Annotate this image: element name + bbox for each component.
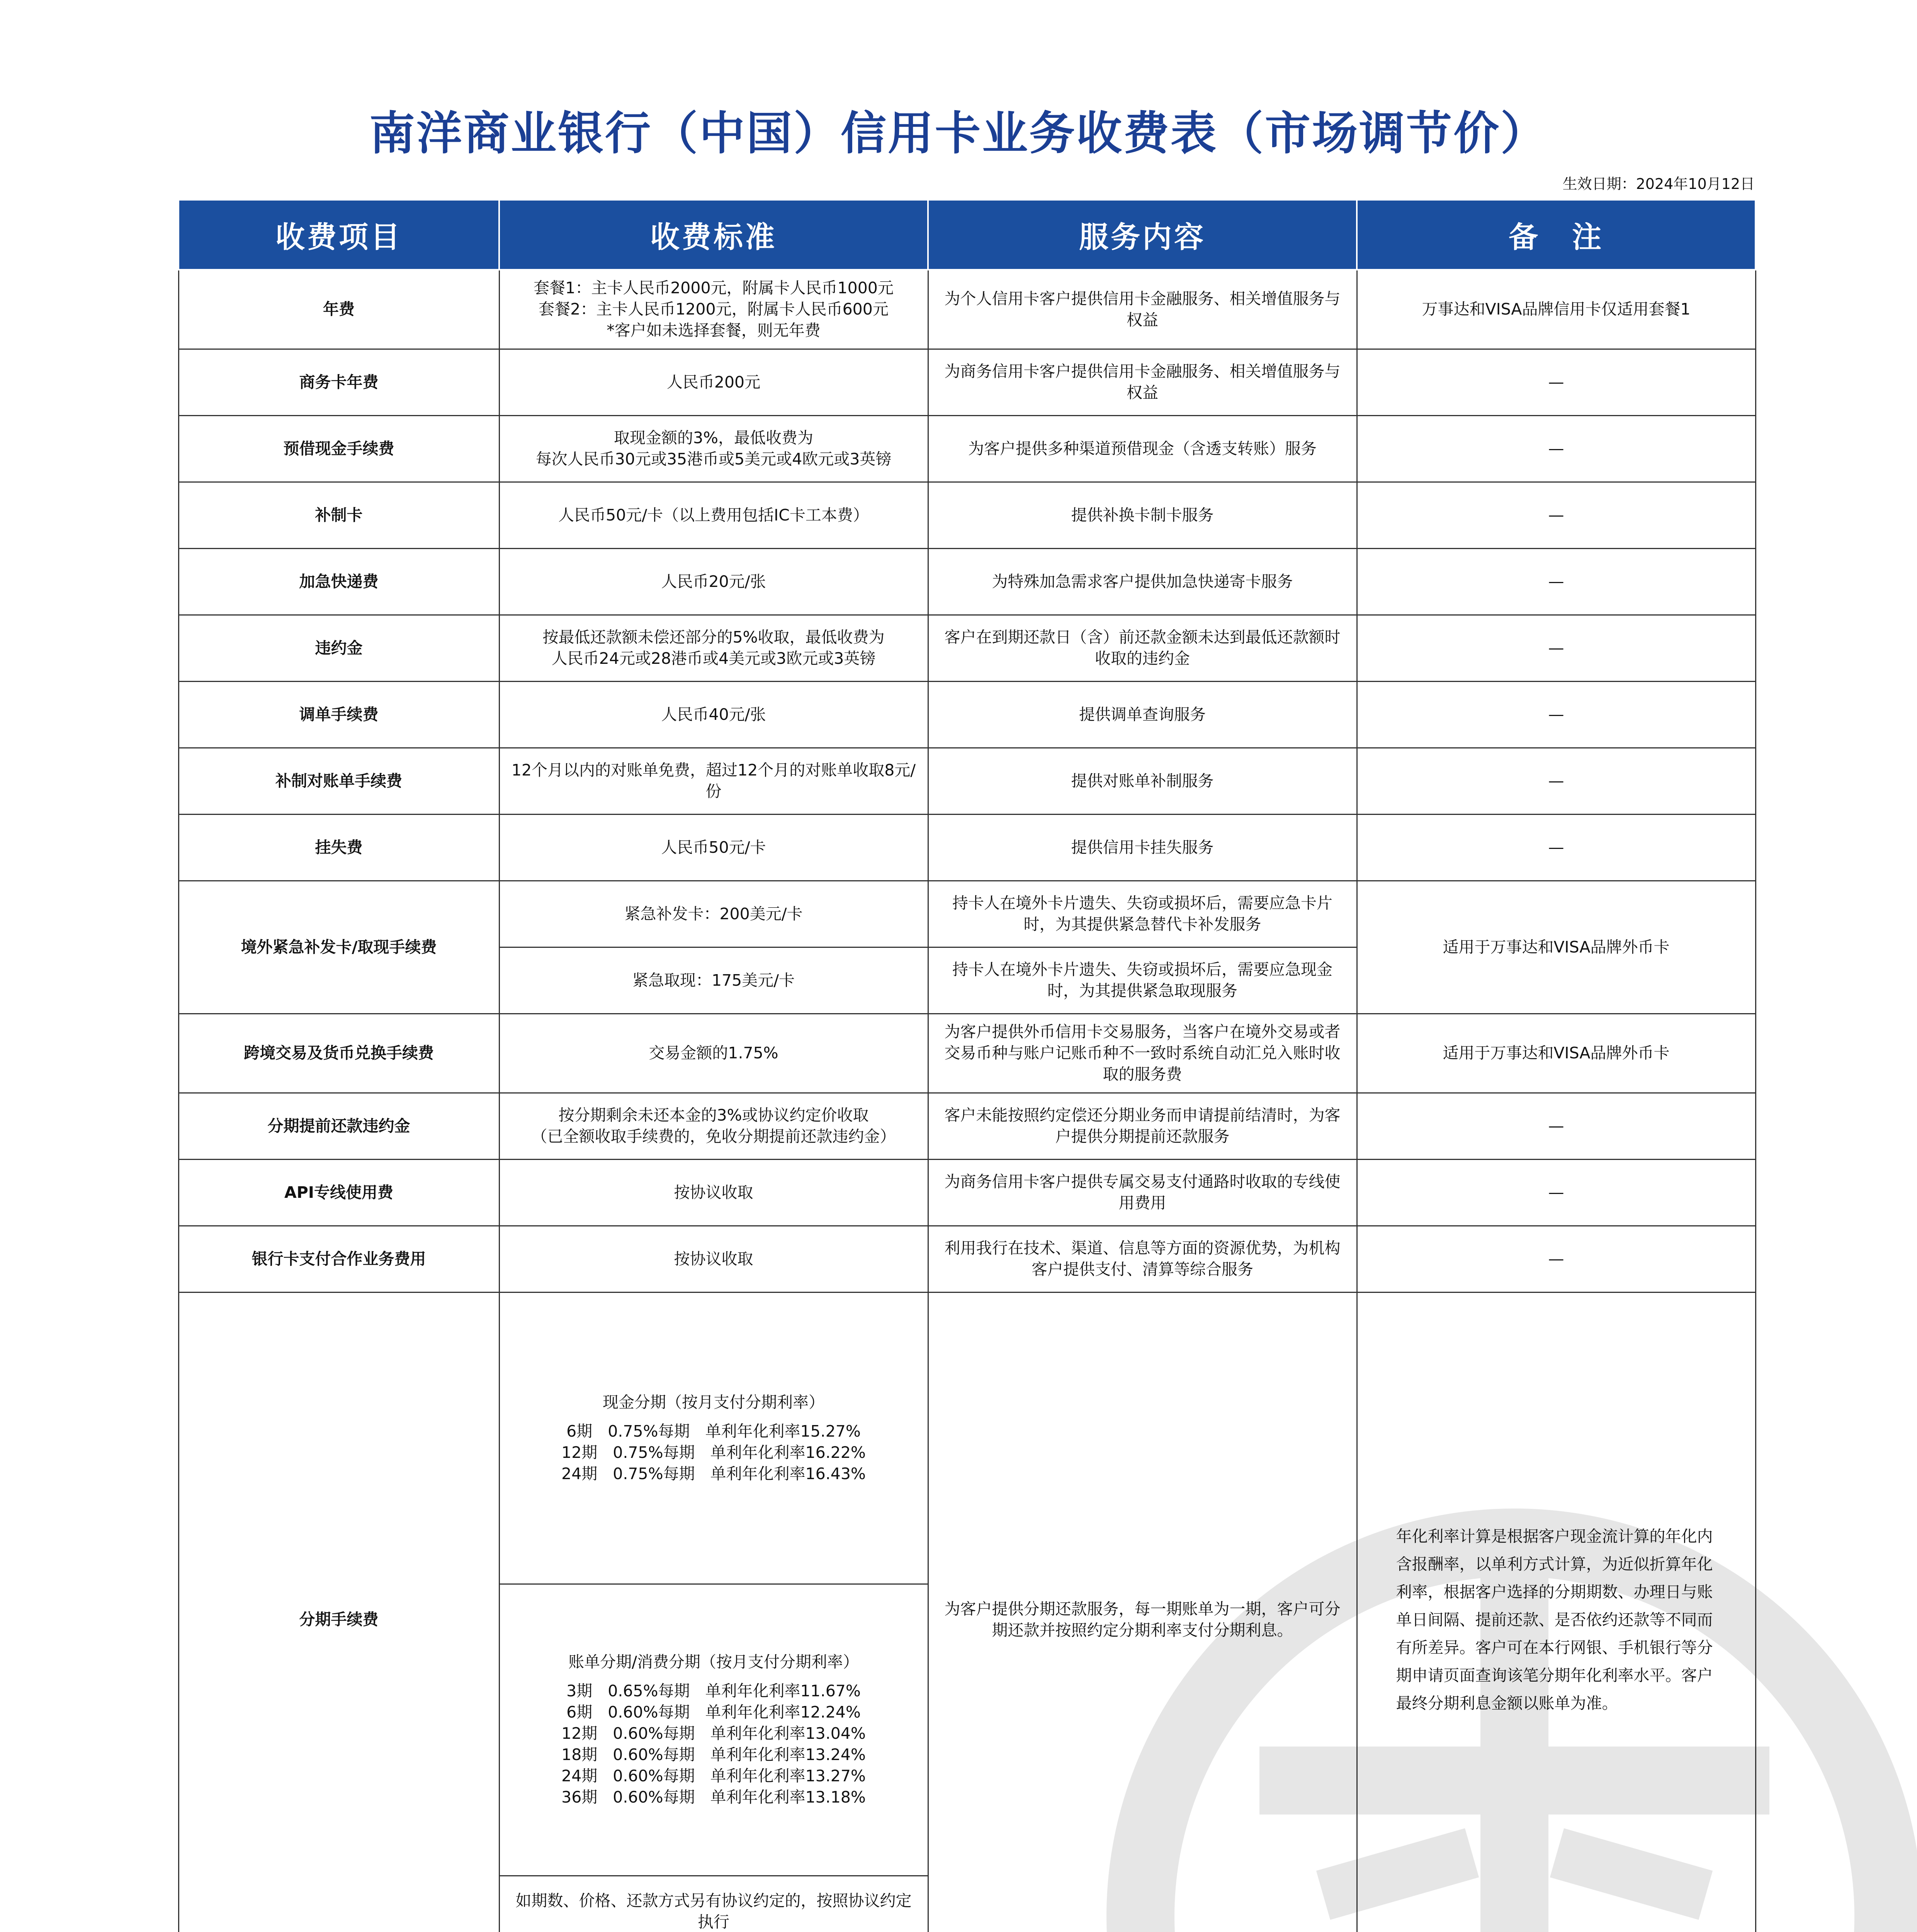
fee-item: 加急快递费 [178,548,499,615]
fee-service: 为商务信用卡客户提供专属交易支付通路时收取的专线使用费用 [928,1159,1357,1226]
fee-standard: 按分期剩余未还本金的3%或协议约定价收取 （已全额收取手续费的，免收分期提前还款违约金） [499,1093,928,1159]
fee-remark: 适用于万事达和VISA品牌外币卡 [1357,1014,1756,1093]
fee-standard: 紧急取现：175美元/卡 [499,947,928,1014]
fee-remark: 万事达和VISA品牌信用卡仅适用套餐1 [1357,270,1756,349]
fee-item: 挂失费 [178,814,499,881]
fee-service: 为商务信用卡客户提供信用卡金融服务、相关增值服务与权益 [928,349,1357,415]
effective-date: 生效日期：2024年10月12日 [1562,175,1755,192]
rate-value: 0.75%每期 [608,1422,690,1440]
rate-apr: 单利年化利率15.27% [705,1422,861,1440]
fee-standard: 按协议收取 [499,1159,928,1226]
table-row [178,548,1756,615]
rate-term: 12期 [561,1443,598,1462]
rate-term: 36期 [561,1788,598,1806]
bill-installment-title: 账单分期/消费分期（按月支付分期利率） [568,1653,859,1671]
column-header-fee: 收费标准 [499,200,928,270]
rate-apr: 单利年化利率12.24% [705,1703,861,1721]
cash-installment-rates [499,1292,928,1584]
fee-standard: 交易金额的1.75% [499,1014,928,1093]
fee-item: 预借现金手续费 [178,415,499,482]
rate-value: 0.60%每期 [613,1745,695,1764]
rate-term: 24期 [561,1464,598,1483]
fee-service: 利用我行在技术、渠道、信息等方面的资源优势，为机构客户提供支付、清算等综合服务 [928,1226,1357,1292]
rate-term: 18期 [561,1745,598,1764]
table-row [178,814,1756,881]
fee-item: 年费 [178,270,499,349]
fee-service: 为客户提供外币信用卡交易服务，当客户在境外交易或者交易币种与账户记账币种不一致时系统自动汇兑入账时收取的服务费 [928,1014,1357,1093]
table-row [178,415,1756,482]
table-row [178,1292,1756,1584]
rate-line [509,1680,918,1702]
table-row [178,349,1756,415]
fee-standard: 紧急补发卡：200美元/卡 [499,881,928,947]
fee-standard: 人民币200元 [499,349,928,415]
fee-item: 调单手续费 [178,681,499,748]
table-row [178,881,1756,947]
fee-remark: 年化利率计算是根据客户现金流计算的年化内含报酬率，以单利方式计算，为近似折算年化利率，根据客户选择的分期期数、办理日与账单日间隔、提前还款、是否依约还款等不同而有所差异。客户可在本行网银、手机银行等分期申请页面查询该笔分期年化利率水平。客户最终分期利息金额以账单为准。 [1357,1292,1756,1932]
fee-remark: — [1357,548,1756,615]
fee-standard: 人民币50元/卡 [499,814,928,881]
fee-service: 提供调单查询服务 [928,681,1357,748]
fee-service: 提供对账单补制服务 [928,748,1357,814]
fee-item: 跨境交易及货币兑换手续费 [178,1014,499,1093]
fee-item: 商务卡年费 [178,349,499,415]
fee-standard: 12个月以内的对账单免费，超过12个月的对账单收取8元/份 [499,748,928,814]
fee-remark: — [1357,1159,1756,1226]
table-row [178,270,1756,349]
fee-service: 为特殊加急需求客户提供加急快递寄卡服务 [928,548,1357,615]
fee-item: 银行卡支付合作业务费用 [178,1226,499,1292]
fee-standard: 按协议收取 [499,1226,928,1292]
fee-service: 为客户提供多种渠道预借现金（含透支转账）服务 [928,415,1357,482]
rate-apr: 单利年化利率13.18% [710,1788,866,1806]
fee-service: 提供信用卡挂失服务 [928,814,1357,881]
fee-standard: 人民币20元/张 [499,548,928,615]
fee-standard: 套餐1：主卡人民币2000元，附属卡人民币1000元 套餐2：主卡人民币1200元，附属卡人民币600元 *客户如未选择套餐，则无年费 [499,270,928,349]
fee-item: API专线使用费 [178,1159,499,1226]
fee-remark: — [1357,1226,1756,1292]
column-header-item: 收费项目 [178,200,499,270]
bill-installment-rates [499,1584,928,1876]
rate-term: 24期 [561,1767,598,1785]
fee-service: 提供补换卡制卡服务 [928,482,1357,548]
table-row [178,1014,1756,1093]
column-header-service: 服务内容 [928,200,1357,270]
fee-service: 为客户提供分期还款服务，每一期账单为一期，客户可分期还款并按照约定分期利率支付分期利息。 [928,1292,1357,1932]
fee-standard: 人民币40元/张 [499,681,928,748]
rate-apr: 单利年化利率16.22% [710,1443,866,1462]
fee-service: 持卡人在境外卡片遗失、失窃或损坏后，需要应急现金时，为其提供紧急取现服务 [928,947,1357,1014]
table-row [178,748,1756,814]
rate-line [509,1787,918,1808]
fee-standard: 人民币50元/卡（以上费用包括IC卡工本费） [499,482,928,548]
rate-apr: 单利年化利率11.67% [705,1682,861,1700]
table-row [178,482,1756,548]
rate-line [509,1702,918,1723]
rate-line [509,1463,918,1485]
rate-term: 6期 [566,1422,593,1440]
fee-standard: 如期数、价格、还款方式另有协议约定的，按照协议约定执行 [499,1876,928,1932]
rate-apr: 单利年化利率13.27% [710,1767,866,1785]
rate-term: 6期 [566,1703,593,1721]
rate-line [509,1421,918,1442]
rate-value: 0.60%每期 [613,1788,695,1806]
fee-item: 补制对账单手续费 [178,748,499,814]
column-header-remark: 备 注 [1357,200,1756,270]
fee-remark: 适用于万事达和VISA品牌外币卡 [1357,881,1756,1014]
rate-apr: 单利年化利率16.43% [710,1464,866,1483]
fee-service: 为个人信用卡客户提供信用卡金融服务、相关增值服务与权益 [928,270,1357,349]
fee-item: 违约金 [178,615,499,681]
rate-value: 0.60%每期 [613,1724,695,1743]
fee-remark: — [1357,615,1756,681]
fee-remark: — [1357,748,1756,814]
rate-term: 12期 [561,1724,598,1743]
fee-standard: 按最低还款额未偿还部分的5%收取，最低收费为 人民币24元或28港币或4美元或3欧元或3英镑 [499,615,928,681]
fee-remark: — [1357,349,1756,415]
rate-value: 0.75%每期 [613,1443,695,1462]
fee-item: 境外紧急补发卡/取现手续费 [178,881,499,1014]
rate-line [509,1765,918,1787]
rate-apr: 单利年化利率13.24% [710,1745,866,1764]
rate-apr: 单利年化利率13.04% [710,1724,866,1743]
table-row [178,1226,1756,1292]
page-title: 南洋商业银行（中国）信用卡业务收费表（市场调节价） [369,107,1548,160]
fee-service: 客户在到期还款日（含）前还款金额未达到最低还款额时收取的违约金 [928,615,1357,681]
fee-remark: — [1357,1093,1756,1159]
rate-line [509,1442,918,1463]
fee-remark: — [1357,415,1756,482]
fee-table [178,199,1756,1932]
rate-value: 0.60%每期 [608,1703,690,1721]
rate-value: 0.75%每期 [613,1464,695,1483]
fee-item: 分期手续费 [178,1292,499,1932]
rate-term: 3期 [566,1682,593,1700]
table-row [178,615,1756,681]
fee-remark: — [1357,681,1756,748]
fee-standard: 取现金额的3%，最低收费为 每次人民币30元或35港币或5美元或4欧元或3英镑 [499,415,928,482]
fee-service: 客户未能按照约定偿还分期业务而申请提前结清时，为客户提供分期提前还款服务 [928,1093,1357,1159]
rate-value: 0.60%每期 [613,1767,695,1785]
rate-line [509,1723,918,1744]
table-header-row [178,200,1756,270]
fee-remark: — [1357,482,1756,548]
fee-item: 补制卡 [178,482,499,548]
rate-value: 0.65%每期 [608,1682,690,1700]
table-row [178,1093,1756,1159]
cash-installment-title: 现金分期（按月支付分期利率） [603,1393,824,1412]
rate-line [509,1744,918,1765]
fee-remark: — [1357,814,1756,881]
table-row [178,681,1756,748]
fee-item: 分期提前还款违约金 [178,1093,499,1159]
fee-service: 持卡人在境外卡片遗失、失窃或损坏后，需要应急卡片时，为其提供紧急替代卡补发服务 [928,881,1357,947]
table-row [178,1159,1756,1226]
